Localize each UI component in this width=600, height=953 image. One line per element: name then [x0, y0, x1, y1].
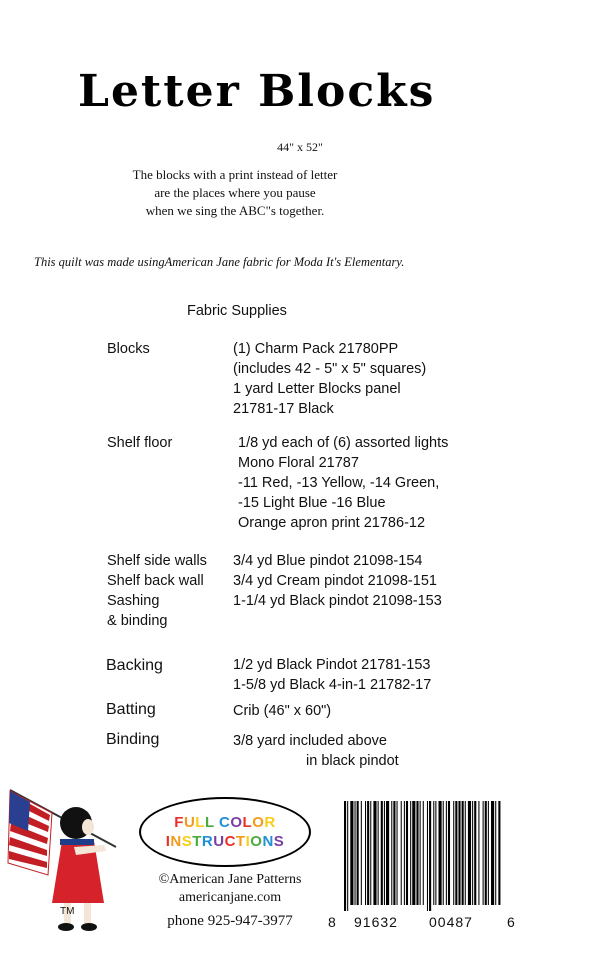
barcode-bar [350, 801, 353, 905]
barcode-bar [404, 801, 405, 905]
supply-line: 1-1/4 yd Black pindot 21098-153 [233, 593, 442, 609]
barcode-bar [446, 801, 447, 905]
supply-line: 3/4 yd Cream pindot 21098-151 [233, 573, 437, 589]
supply-line: Orange apron print 21786-12 [238, 515, 426, 531]
upc-barcode [342, 801, 502, 911]
barcode-bar [458, 801, 460, 905]
intro-line: The blocks with a print instead of letter [132, 167, 338, 182]
section-label-backing: Backing [106, 657, 163, 674]
american-flag [8, 791, 52, 875]
barcode-bar [367, 801, 369, 905]
barcode-bar [435, 801, 436, 905]
barcode-bar [410, 801, 411, 905]
section-value-backing [233, 655, 431, 695]
barcode-bar [355, 801, 356, 905]
quilt-dimensions: 44" x 52" [277, 140, 323, 154]
section-value-batting [233, 701, 331, 721]
barcode-group-2: 00487 [429, 914, 473, 930]
barcode-bar [397, 801, 398, 905]
label-line: Sashing [107, 593, 160, 609]
barcode-group-1: 91632 [354, 914, 398, 930]
intro-text [0, 166, 470, 220]
supply-line: in black pindot [306, 753, 399, 769]
barcode-bar [472, 801, 473, 905]
collar [60, 839, 94, 845]
supply-line: Mono Floral 21787 [238, 455, 359, 471]
publisher-website: americanjane.com [178, 890, 282, 905]
label-line: & binding [107, 613, 168, 629]
label-line: Shelf back wall [107, 573, 204, 589]
barcode-bar [391, 801, 392, 905]
barcode-bar [448, 801, 450, 905]
barcode-bar [498, 801, 500, 905]
intro-line: are the places where you pause [154, 185, 316, 200]
barcode-bar [344, 801, 346, 911]
barcode-bar [488, 801, 489, 905]
barcode-bar [427, 801, 428, 911]
supply-line: 1-5/8 yd Black 4-in-1 21782-17 [233, 677, 432, 693]
barcode-bar [439, 801, 442, 905]
section-label-shelf-floor: Shelf floor [107, 435, 173, 451]
barcode-bar [378, 801, 379, 905]
barcode-bar [453, 801, 454, 905]
publisher-phone: phone 925-947-3977 [167, 913, 293, 929]
barcode-bar [483, 801, 484, 905]
supply-line: 3/8 yard included above [233, 733, 387, 749]
badge-line-1: FULL COLOR [174, 814, 276, 831]
barcode-bar [406, 801, 408, 905]
barcode-bar [373, 801, 376, 905]
section-value-walls [233, 551, 442, 611]
barcode-bar [386, 801, 389, 905]
barcode-bar [401, 801, 402, 905]
barcode-bar [347, 801, 348, 911]
barcode-bar [420, 801, 421, 905]
barcode-bar [478, 801, 479, 905]
supply-line: (includes 42 - 5" x 5" squares) [233, 361, 427, 377]
barcode-bar [491, 801, 494, 905]
barcode-bar [495, 801, 496, 905]
fabric-note: This quilt was made usingAmerican Jane fabric for Moda It's Elementary. [34, 255, 405, 269]
girl-face [82, 819, 94, 835]
supply-line: -11 Red, -13 Yellow, -14 Green, [238, 475, 440, 491]
supply-line: 21781-17 Black [233, 401, 334, 417]
barcode-bar [468, 801, 471, 905]
publisher-name: ©American Jane Patterns [158, 872, 302, 887]
section-label-batting: Batting [106, 701, 156, 718]
barcode-bar [412, 801, 415, 905]
intro-line: when we sing the ABC"s together. [145, 203, 325, 218]
barcode-check-digit: 6 [507, 914, 515, 930]
supply-line: 1 yard Letter Blocks panel [233, 381, 401, 397]
barcode-bar [384, 801, 385, 905]
supply-line: 1/2 yd Black Pindot 21781-153 [233, 657, 431, 673]
label-line: Shelf side walls [107, 553, 207, 569]
supply-line: (1) Charm Pack 21780PP [233, 341, 399, 357]
section-label-walls [107, 551, 207, 631]
barcode-bar [357, 801, 359, 905]
barcode-bar [433, 801, 434, 905]
barcode-bar [365, 801, 366, 905]
barcode-lead-digit: 8 [328, 914, 336, 930]
barcode-bar [381, 801, 383, 905]
supply-line: 3/4 yd Blue pindot 21098-154 [233, 553, 423, 569]
supply-line: 1/8 yd each of (6) assorted lights [238, 435, 449, 451]
trademark-mark: TM [60, 906, 75, 917]
supply-line: -15 Light Blue -16 Blue [238, 495, 386, 511]
badge-line-2: INSTRUCTIONS [165, 833, 285, 850]
barcode-bar [361, 801, 362, 905]
barcode-bar [455, 801, 457, 905]
section-value-binding [233, 731, 399, 771]
barcode-bar [370, 801, 371, 905]
barcode-bar [462, 801, 464, 905]
barcode-bar [465, 801, 466, 905]
supply-line: Crib (46" x 60") [233, 703, 332, 719]
section-value-blocks [233, 339, 426, 419]
supplies-heading: Fabric Supplies [187, 303, 287, 319]
barcode-bar [393, 801, 395, 905]
barcode-bar [474, 801, 476, 905]
barcode-bar [423, 801, 424, 905]
barcode-bar [429, 801, 431, 911]
barcode-bar [416, 801, 418, 905]
page-title: Letter Blocks [78, 66, 436, 117]
full-color-instructions-badge [139, 797, 311, 867]
barcode-bar [485, 801, 487, 905]
barcode-bar [443, 801, 444, 905]
section-label-binding: Binding [106, 731, 160, 748]
section-label-blocks: Blocks [107, 341, 150, 357]
section-value-shelf-floor [238, 433, 448, 533]
